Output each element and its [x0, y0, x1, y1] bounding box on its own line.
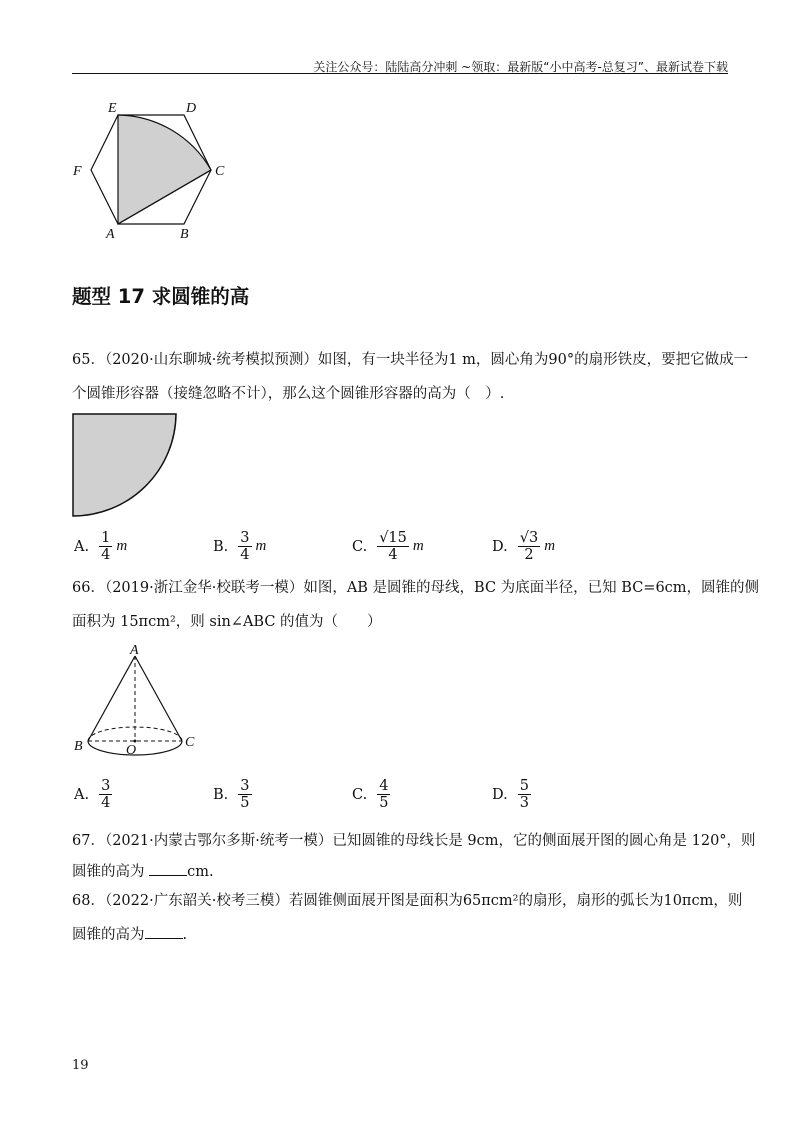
option-fraction [99, 778, 112, 811]
option-label: B. [213, 786, 229, 803]
hexagon-figure [60, 95, 240, 245]
option-fraction [99, 530, 112, 563]
option-label: C. [352, 538, 368, 555]
unit: m [544, 538, 556, 554]
option-label: A. [74, 538, 90, 555]
numerator: 5 [519, 778, 529, 794]
option-fraction [238, 778, 251, 811]
q66-line2: 面积为 15πcm²，则 sin∠ABC 的值为（ ） [72, 614, 382, 630]
q68-answer-blank[interactable] [145, 924, 183, 939]
option-fraction [518, 778, 531, 811]
numerator: 1 [101, 530, 111, 546]
q68-line2-suffix: . [182, 927, 188, 943]
shaded-sector [118, 115, 211, 224]
denominator: 3 [519, 795, 529, 811]
q67-line2-suffix: cm. [187, 864, 214, 880]
q65-option-d[interactable] [492, 530, 555, 563]
header-rule [72, 73, 728, 74]
option-label: A. [74, 786, 90, 803]
q68-line2-prefix: 圆锥的高为 [72, 927, 145, 943]
label-c: C [185, 735, 195, 750]
q67-answer-blank[interactable] [149, 861, 187, 876]
page-number: 19 [72, 1058, 89, 1073]
option-fraction [377, 778, 390, 811]
q67-line1: 67．（2021·内蒙古鄂尔多斯·统考一模）已知圆锥的母线长是 9cm，它的侧面展开图的圆心角是 120°，则 [72, 833, 756, 849]
denominator: 2 [524, 547, 534, 563]
label-c: C [215, 164, 225, 179]
numerator: √15 [379, 530, 407, 546]
numerator: 4 [379, 778, 389, 794]
numerator: 3 [101, 778, 111, 794]
denominator: 5 [379, 795, 389, 811]
q66-line1: 66．（2019·浙江金华·校联考一模）如图，AB 是圆锥的母线，BC 为底面半径，已知 BC=6cm，圆锥的侧 [72, 580, 760, 596]
q66-option-a[interactable] [74, 778, 114, 811]
unit: m [412, 538, 424, 554]
label-b: B [74, 739, 83, 754]
option-fraction [377, 530, 409, 563]
label-b: B [180, 227, 189, 242]
label-e: E [108, 101, 117, 116]
option-label: C. [352, 786, 368, 803]
section-title: 题型 17 求圆锥的高 [72, 285, 250, 308]
q67-line2-prefix: 圆锥的高为 [72, 864, 150, 880]
denominator: 5 [240, 795, 250, 811]
q65-option-a[interactable] [74, 530, 127, 563]
q65-option-c[interactable] [352, 530, 424, 563]
unit: m [255, 538, 267, 554]
page-header: 关注公众号：陆陆高分冲刺 ~领取：最新版“小中高考-总复习”、最新试卷下载 [313, 60, 728, 74]
option-label: B. [213, 538, 229, 555]
q67-line2 [72, 861, 214, 882]
q66-option-d[interactable] [492, 778, 533, 811]
label-d: D [186, 101, 197, 116]
denominator: 4 [388, 547, 398, 563]
option-fraction [238, 530, 251, 563]
denominator: 4 [240, 547, 250, 563]
label-a: A [106, 227, 115, 242]
q68-line1: 68．（2022·广东韶关·校考三模）若圆锥侧面展开图是面积为65πcm²的扇形，扇形的弧长为10πcm，则 [72, 893, 743, 909]
q66-option-b[interactable] [213, 778, 254, 811]
q66-option-c[interactable] [352, 778, 392, 811]
denominator: 4 [101, 795, 111, 811]
q65-option-b[interactable] [213, 530, 266, 563]
option-label: D. [492, 786, 508, 803]
label-o: O [126, 743, 137, 758]
quarter-sector-figure [72, 412, 182, 518]
denominator: 4 [101, 547, 111, 563]
option-fraction [518, 530, 540, 563]
q68-line2 [72, 924, 187, 945]
cone-figure [70, 642, 210, 762]
q65-line2: 个圆锥形容器（接缝忽略不计），那么这个圆锥形容器的高为（ ）. [72, 386, 505, 402]
unit: m [116, 538, 128, 554]
q65-line1: 65．（2020·山东聊城·统考模拟预测）如图，有一块半径为1 m，圆心角为90°的扇形铁皮，要把它做成一 [72, 352, 749, 368]
label-a: A [130, 643, 139, 658]
label-f: F [73, 164, 82, 179]
numerator: √3 [519, 530, 539, 546]
numerator: 3 [240, 778, 250, 794]
option-label: D. [492, 538, 508, 555]
numerator: 3 [240, 530, 250, 546]
